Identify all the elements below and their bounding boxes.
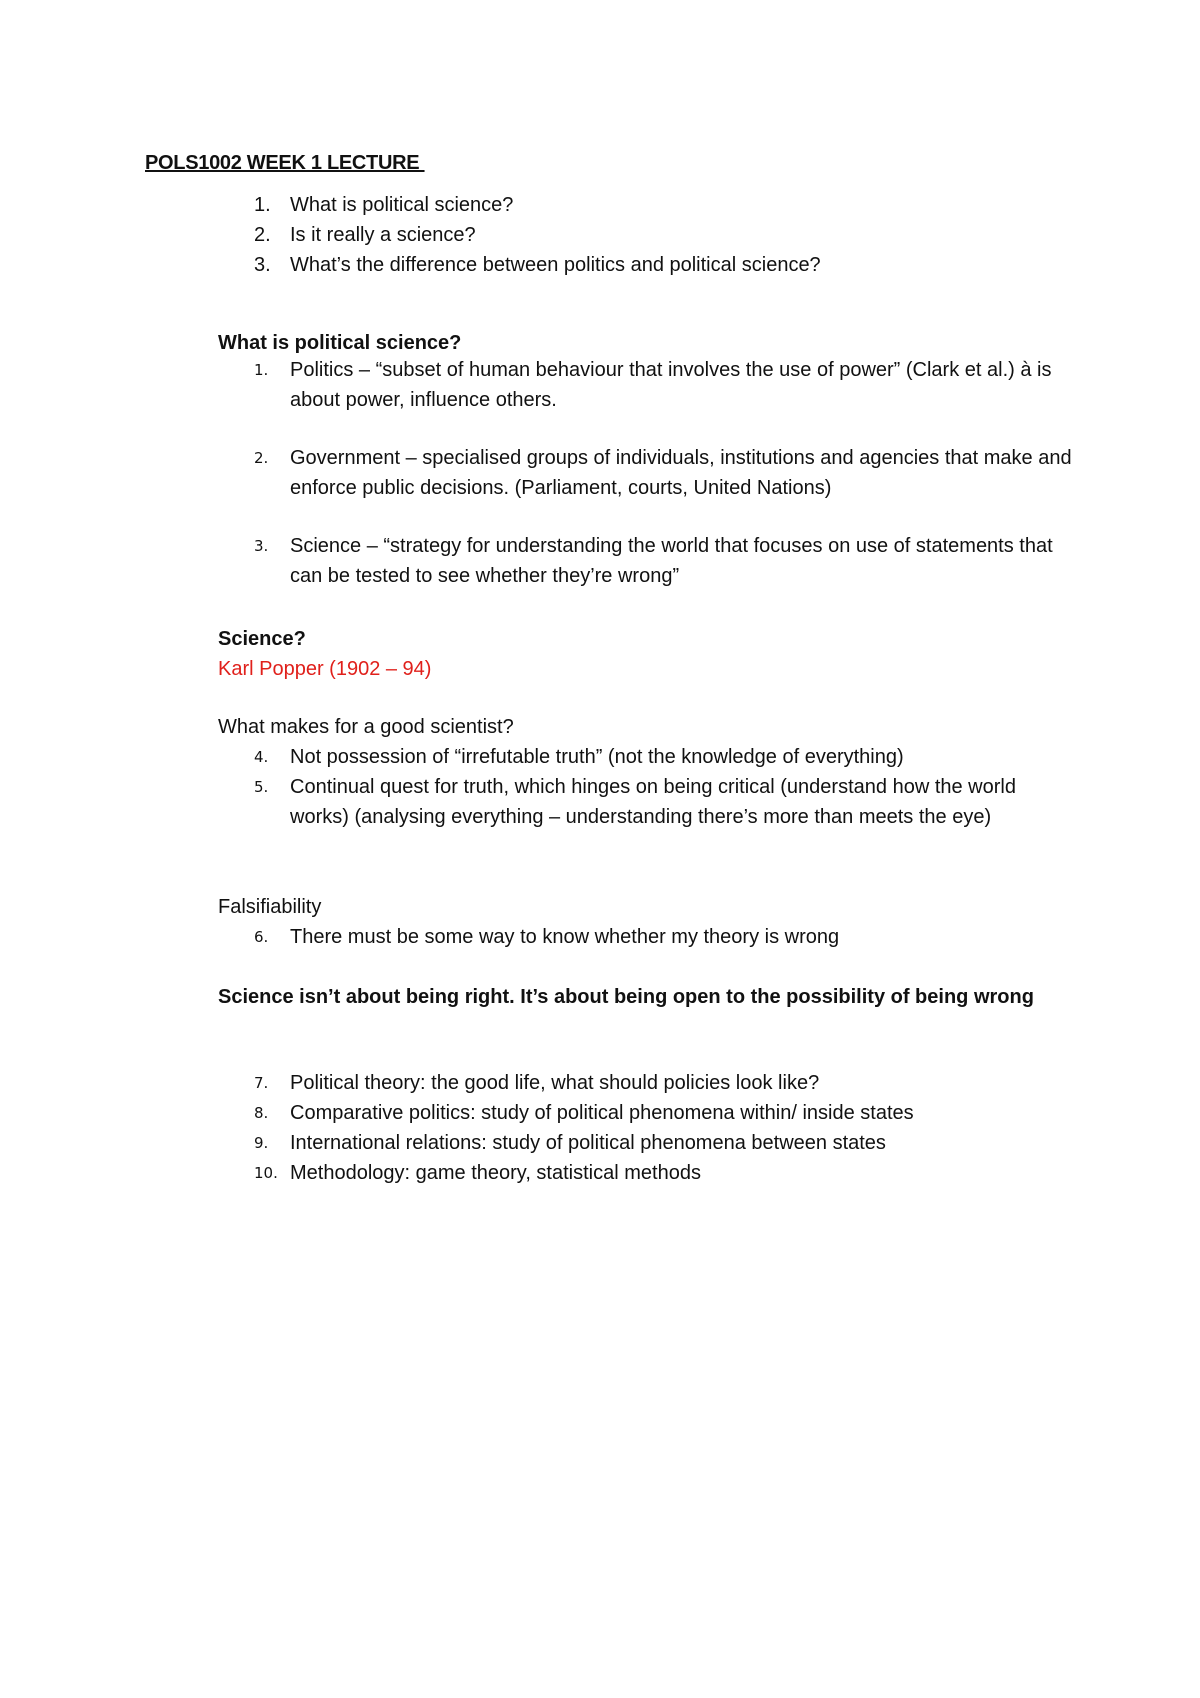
list-number: 5. (254, 778, 269, 796)
list-number: 1. (254, 361, 269, 379)
list-item-text: Is it really a science? (290, 224, 476, 246)
list-number: 9. (254, 1134, 269, 1152)
list-item (218, 1158, 1078, 1188)
section-heading-what-is: What is political science? (218, 332, 462, 354)
list-item (218, 220, 1078, 250)
list-number: 10. (254, 1164, 278, 1182)
list-item-text: International relations: study of political phenomena between states (290, 1132, 886, 1154)
list-item-text: Not possession of “irrefutable truth” (not the knowledge of everything) (290, 746, 904, 768)
list-number: 3. (254, 254, 271, 276)
list-item-text: Government – specialised groups of individuals, institutions and agencies that make and enforce public decisions. (Parliament, courts, United Nations) (290, 447, 1072, 499)
list-item-text: Political theory: the good life, what should policies look like? (290, 1072, 820, 1094)
list-item-text: Comparative politics: study of political phenomena within/ inside states (290, 1102, 914, 1124)
key-statement: Science isn’t about being right. It’s about being open to the possibility of being wrong (218, 986, 1034, 1008)
list-number: 6. (254, 928, 269, 946)
list-number: 2. (254, 224, 271, 246)
list-number: 7. (254, 1074, 269, 1092)
list-item (218, 1128, 1078, 1158)
list-number: 2. (254, 449, 269, 467)
list-item-text: Continual quest for truth, which hinges on being critical (understand how the world works) (analysing everything – understanding there’s more than meets the eye) (290, 776, 1016, 828)
list-item (218, 190, 1078, 220)
list-item-text: Methodology: game theory, statistical methods (290, 1162, 701, 1184)
section-heading-good-scientist: What makes for a good scientist? (218, 716, 514, 738)
list-number: 3. (254, 537, 269, 555)
section-heading-science: Science? (218, 628, 306, 650)
list-number: 8. (254, 1104, 269, 1122)
subfields-list (218, 1068, 1078, 1188)
list-item-text: What is political science? (290, 194, 514, 216)
list-item (218, 742, 1078, 772)
list-item (218, 1068, 1078, 1098)
page-title: POLS1002 WEEK 1 LECTURE (145, 152, 425, 174)
list-item-text: Science – “strategy for understanding the world that focuses on use of statements that can be tested to see whether they’re wrong” (290, 535, 1053, 587)
list-item-text: There must be some way to know whether my theory is wrong (290, 926, 840, 948)
list-item (218, 443, 1078, 503)
falsifiability-list (218, 922, 1078, 952)
person-name: Karl Popper (1902 – 94) (218, 658, 432, 680)
list-item (218, 772, 1078, 832)
section-heading-falsifiability: Falsifiability (218, 896, 322, 918)
list-item (218, 355, 1078, 415)
list-item (218, 250, 1078, 280)
list-item (218, 531, 1078, 591)
list-item-text: Politics – “subset of human behaviour that involves the use of power” (Clark et al.) à is about power, influence others. (290, 359, 1052, 411)
list-item-text: What’s the difference between politics and political science? (290, 254, 821, 276)
good-scientist-list (218, 742, 1078, 832)
list-number: 4. (254, 748, 269, 766)
list-number: 1. (254, 194, 271, 216)
intro-questions (218, 190, 1078, 280)
list-item (218, 1098, 1078, 1128)
list-item (218, 922, 1078, 952)
definitions-list (218, 355, 1078, 591)
